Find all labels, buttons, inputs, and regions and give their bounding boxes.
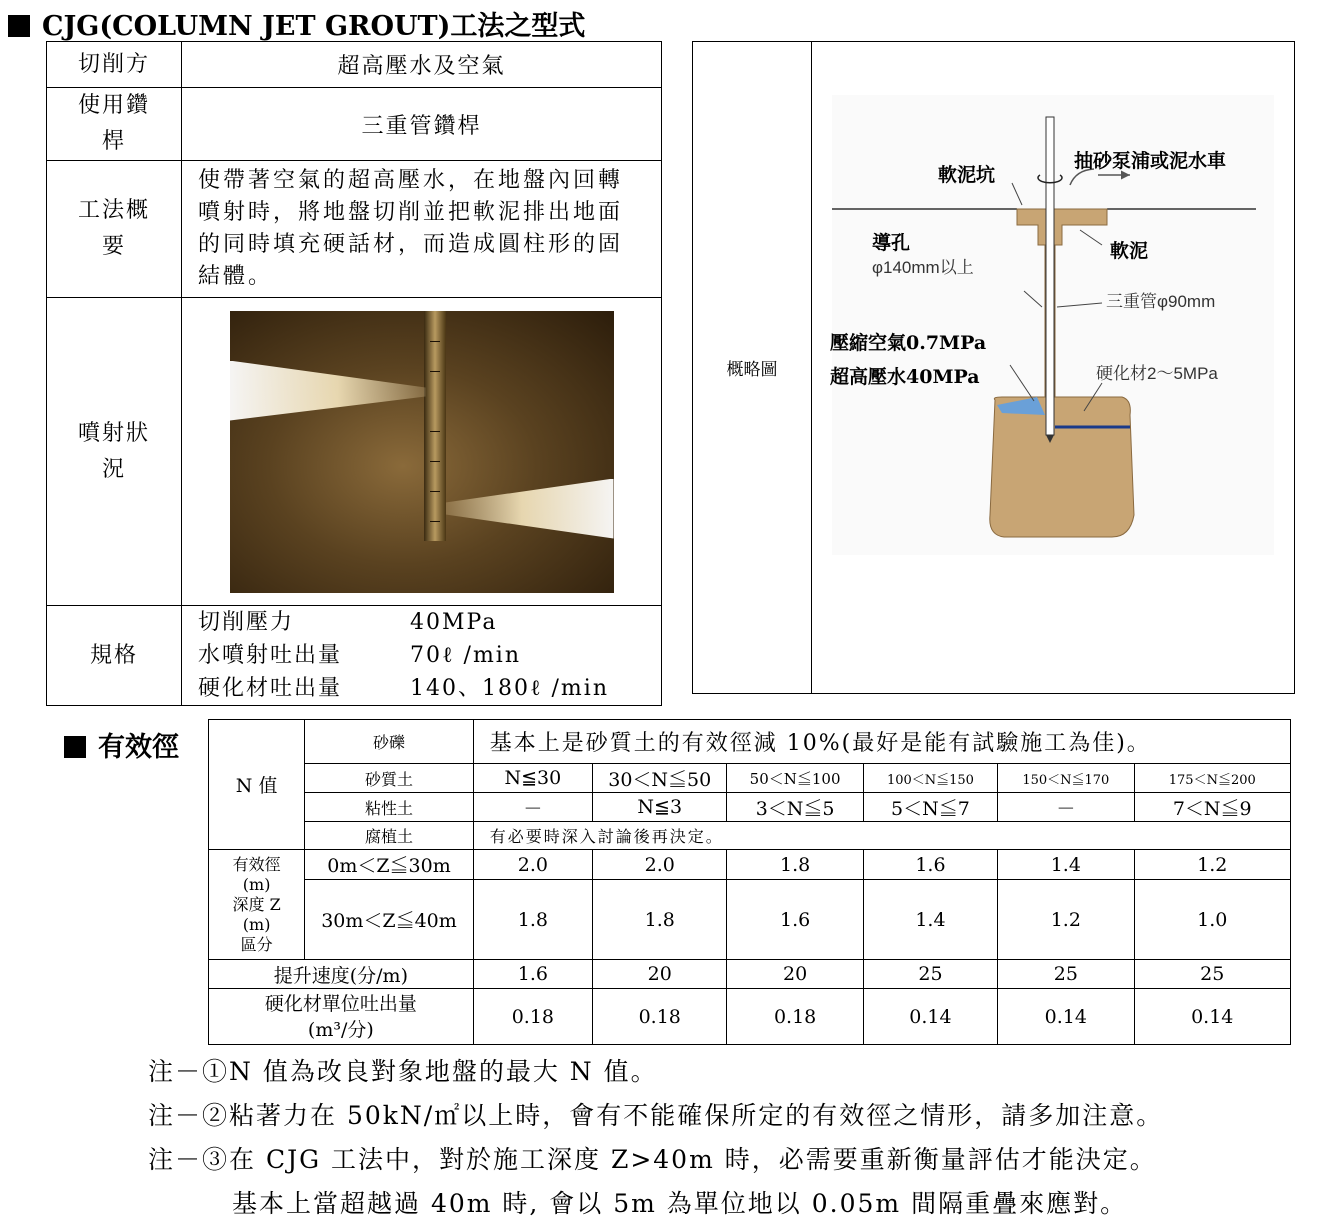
pump-label: 抽砂泵浦或泥水車 — [1074, 150, 1227, 172]
method-description: 使帶著空氣的超高壓水，在地盤內回轉 噴射時，將地盤切削並把軟泥排出地面 的同時填充硬話材，而造成圓柱形的固 結體。 — [182, 161, 662, 298]
cut-label: 切削方 — [47, 42, 182, 88]
table-cell: 0.14 — [863, 989, 997, 1045]
effective-heading: 有效徑 — [64, 725, 179, 764]
table-cell: 2.0 — [473, 850, 592, 880]
spec-row: 硬化材吐出量 140、180ℓ /min — [198, 676, 609, 701]
slime-label: 軟泥 — [1110, 240, 1149, 262]
table-cell: 175＜N≦200 — [1134, 764, 1290, 793]
table-cell: 20 — [593, 960, 727, 989]
spec-row: 切削壓力 40MPa — [198, 610, 498, 635]
triple-pipe — [1046, 117, 1054, 435]
jet-label: 噴射狀 況 — [47, 298, 182, 606]
table-cell: 0.18 — [727, 989, 863, 1045]
gravel-label: 砂礫 — [305, 720, 473, 764]
pipe-label: 三重管φ90mm — [1106, 292, 1216, 311]
pit-label: 軟泥坑 — [938, 164, 996, 186]
table-cell: 50＜N≦100 — [727, 764, 863, 793]
table-cell: 0.14 — [998, 989, 1134, 1045]
table-cell: 150＜N≦170 — [998, 764, 1134, 793]
humus-label: 腐植土 — [305, 822, 473, 850]
table-cell: － — [473, 793, 592, 822]
table-cell: 1.8 — [473, 880, 592, 960]
diagram-label: 概略圖 — [693, 42, 812, 694]
table-cell: 1.2 — [1134, 850, 1290, 880]
hole-label: 導孔 — [872, 232, 911, 254]
table-cell: 25 — [863, 960, 997, 989]
z1-label: 0m＜Z≦30m — [305, 850, 473, 880]
notes — [148, 1050, 1163, 1226]
table-cell: 1.6 — [727, 880, 863, 960]
table-cell: 5＜N≦7 — [863, 793, 997, 822]
table-cell: 7＜N≦9 — [1134, 793, 1290, 822]
z2-label: 30m＜Z≦40m — [305, 880, 473, 960]
table-cell: 1.2 — [998, 880, 1134, 960]
lift-label: 提升速度(分/m) — [209, 960, 474, 989]
hard-rate-label: 硬化材單位吐出量 (m³/分) — [209, 989, 474, 1045]
table-cell: 0.14 — [1134, 989, 1290, 1045]
table-cell: 1.8 — [727, 850, 863, 880]
table-cell: 1.8 — [593, 880, 727, 960]
bullet-square-icon — [8, 15, 30, 37]
grout-diagram — [812, 45, 1292, 690]
note-line: 注－②粘著力在 50kN/㎡以上時，會有不能確保所定的有效徑之情形，請多加注意。 — [148, 1101, 1164, 1130]
humus-note: 有必要時深入討論後再決定。 — [473, 822, 1290, 850]
spec-label: 規格 — [47, 606, 182, 706]
table-cell: 1.4 — [998, 850, 1134, 880]
note-line: 注－③在 CJG 工法中，對於施工深度 Z>40m 時，必需要重新衡量評估才能決定。 — [148, 1145, 1157, 1174]
table-cell: 1.6 — [473, 960, 592, 989]
hole-dim-label: φ140mm以上 — [872, 258, 974, 277]
table-cell: N≦3 — [593, 793, 727, 822]
jet-photo — [230, 311, 614, 593]
table-cell: 25 — [998, 960, 1134, 989]
rod-value: 三重管鑽桿 — [182, 88, 662, 161]
table-cell: 3＜N≦5 — [727, 793, 863, 822]
jet-photo-cell — [182, 298, 662, 606]
water-label: 超高壓水40MPa — [830, 366, 980, 388]
spec-table — [46, 41, 662, 706]
table-cell: N≦30 — [473, 764, 592, 793]
sand-label: 砂質土 — [305, 764, 473, 793]
page-title: CJG(COLUMN JET GROUT)工法之型式 — [8, 4, 585, 43]
table-cell: 25 — [1134, 960, 1290, 989]
hard-label: 硬化材2～5MPa — [1096, 364, 1218, 383]
table-cell: 1.4 — [863, 880, 997, 960]
method-label: 工法概 要 — [47, 161, 182, 298]
lower-jet — [446, 479, 614, 539]
note-line: 基本上當超越過 40m 時, 會以 5m 為單位地以 0.05m 間隔重疊來應對。 — [232, 1189, 1128, 1218]
clay-label: 粘性土 — [305, 793, 473, 822]
table-cell: 0.18 — [473, 989, 592, 1045]
table-cell: 1.6 — [863, 850, 997, 880]
gravel-note: 基本上是砂質土的有效徑減 10%(最好是能有試驗施工為佳)。 — [473, 720, 1290, 764]
table-cell: 100＜N≦150 — [863, 764, 997, 793]
effective-table — [208, 719, 1291, 1045]
diagram-cell — [812, 42, 1295, 694]
table-cell: 30＜N≦50 — [593, 764, 727, 793]
depth-label: 有效徑 (m) 深度 Z (m) 區分 — [209, 850, 305, 960]
table-cell: 0.18 — [593, 989, 727, 1045]
table-cell: 1.0 — [1134, 880, 1290, 960]
n-label: N 值 — [209, 720, 305, 850]
drill-rod — [424, 311, 446, 541]
air-label: 壓縮空氣0.7MPa — [830, 332, 987, 354]
bullet-square-icon — [64, 736, 86, 758]
cut-value: 超高壓水及空氣 — [182, 42, 662, 88]
table-cell: 20 — [727, 960, 863, 989]
diagram-table — [692, 41, 1295, 694]
upper-jet — [230, 361, 426, 421]
table-cell: 2.0 — [593, 850, 727, 880]
table-cell: － — [998, 793, 1134, 822]
spec-values — [182, 606, 662, 706]
note-line: 注－①N 值為改良對象地盤的最大 N 值。 — [148, 1057, 658, 1086]
spec-row: 水噴射吐出量 70ℓ /min — [198, 643, 522, 668]
rod-label: 使用鑽 桿 — [47, 88, 182, 161]
